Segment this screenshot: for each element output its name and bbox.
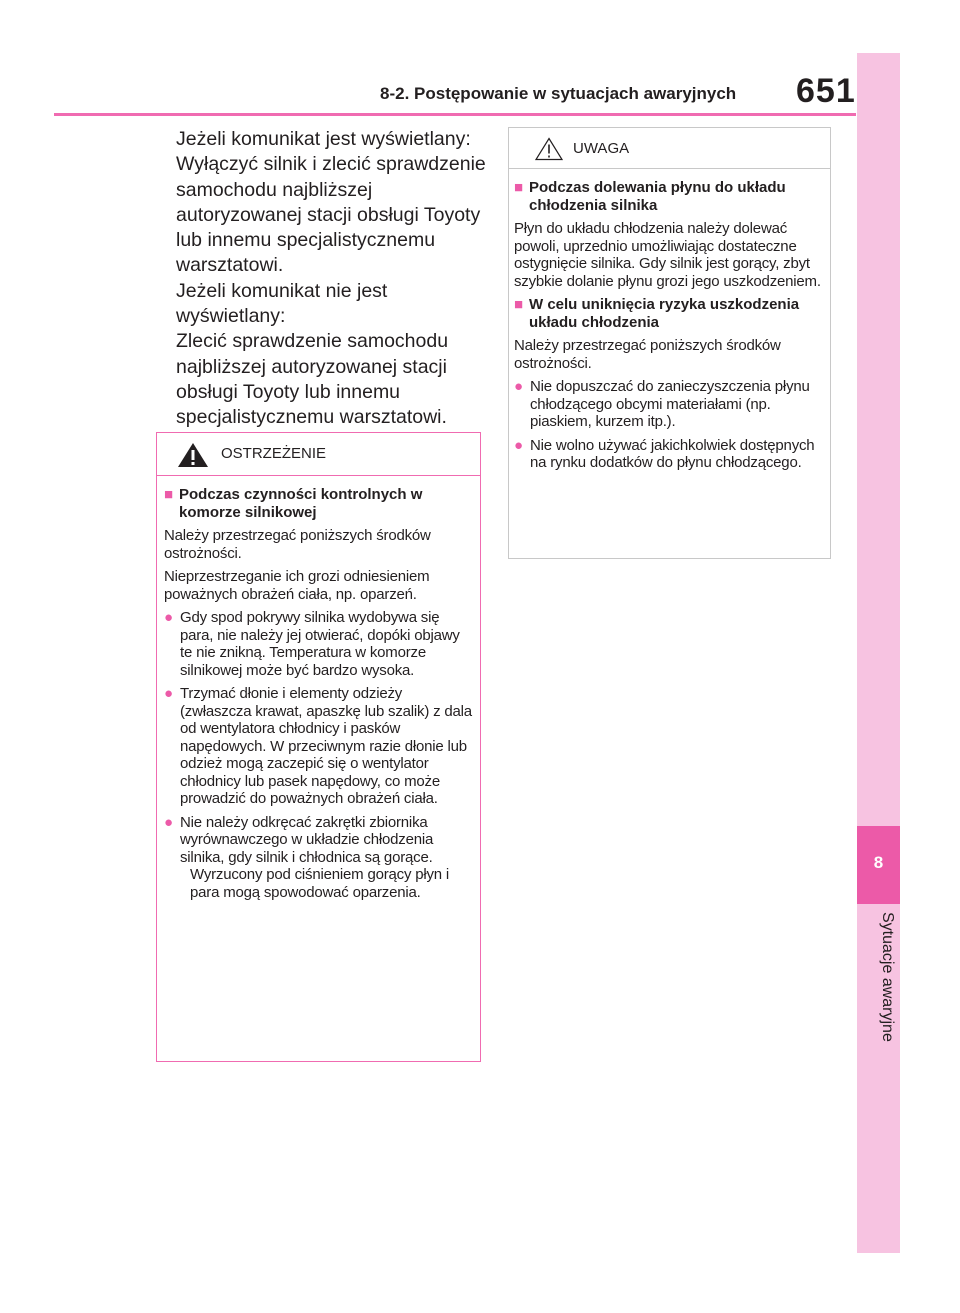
warning-para-2: Nieprzestrzeganie ich grozi odniesieniem poważnych obrażeń ciała, np. oparzeń.	[164, 568, 430, 603]
list-item-content	[180, 814, 473, 902]
caution-triangle-icon	[535, 137, 563, 161]
notice-para-2: Należy przestrzegać poniższych środków ostrożności.	[514, 337, 781, 372]
warning-heading-text: Podczas czynności kontrolnych w komorze silnikowej	[179, 486, 423, 521]
intro-action-not-shown: Zlecić sprawdzenie samochodu najbliższej autoryzowanej stacji obsługi Toyoty lub innemu specjalistycznemu warsztatowi.	[176, 330, 449, 429]
chapter-label: Sytuacje awaryjne	[879, 912, 896, 1042]
intro-text	[176, 127, 496, 431]
header-divider	[54, 113, 856, 116]
notice-para-1: Płyn do układu chłodzenia należy dolewać powoli, uprzednio umożliwiając dostateczne ostygnięcie silnika. Gdy silnik jest gorący, zbyt szybkie dolanie płynu grozi jego uszkodzeniem.	[514, 220, 821, 290]
intro-condition-shown: Jeżeli komunikat jest wyświetlany:	[176, 128, 471, 150]
list-item-text: Gdy spod pokrywy silnika wydobywa się para, nie należy jej otwierać, dopóki objawy te nie znikną. Temperatura w komorze silnikowej może być bardzo wysoka.	[180, 609, 460, 679]
list-item	[514, 378, 825, 431]
warning-heading	[164, 486, 473, 521]
square-bullet-icon: ■	[514, 296, 524, 313]
intro-action-shown: Wyłączyć silnik i zlecić sprawdzenie samochodu najbliższej autoryzowanej stacji obsługi Toyoty lub innemu specjalistycznemu warsztatowi.	[176, 153, 486, 277]
list-item-note: Wyrzucony pod ciśnieniem gorący płyn i para mogą spowodować oparzenia.	[190, 866, 450, 901]
list-item	[164, 685, 473, 808]
notice-heading-text: W celu uniknięcia ryzyka uszkodzenia układu chłodzenia	[529, 296, 800, 331]
notice-heading-1	[514, 179, 825, 214]
page-number: 651	[796, 72, 856, 110]
notice-heading-text: Podczas dolewania płynu do układu chłodzenia silnika	[529, 179, 786, 214]
square-bullet-icon: ■	[164, 486, 174, 503]
list-item	[164, 609, 473, 679]
notice-box-title: UWAGA	[573, 140, 630, 157]
list-item-text: Nie wolno używać jakichkolwiek dostępnych na rynku dodatków do płynu chłodzącego.	[530, 436, 815, 471]
list-item	[514, 437, 825, 472]
intro-condition-not-shown: Jeżeli komunikat nie jest wyświetlany:	[176, 279, 388, 328]
warning-box-header	[157, 433, 480, 476]
circle-bullet-icon: ●	[514, 378, 524, 395]
square-bullet-icon: ■	[514, 179, 524, 196]
notice-box-header	[509, 128, 830, 169]
notice-heading-2	[514, 296, 825, 331]
warning-triangle-icon	[177, 442, 209, 468]
chapter-number: 8	[873, 853, 884, 872]
list-item-text: Nie należy odkręcać zakrętki zbiornika wyrównawczego w układzie chłodzenia silnika, gdy silnik i chłodnica są gorące.	[180, 813, 434, 866]
notice-box	[508, 127, 831, 559]
circle-bullet-icon: ●	[164, 609, 174, 626]
list-item-text: Trzymać dłonie i elementy odzieży (zwłaszcza krawat, apaszkę lub szalik) z dala od wentylatora chłodnicy i pasków napędowych. W przeciwnym razie dłonie lub odzież mogą zaczepić się o wentylator chłodnicy lub pasek napędowy, co może prowadzić do poważnych obrażeń ciała.	[180, 685, 472, 807]
circle-bullet-icon: ●	[514, 436, 524, 454]
warning-para-1: Należy przestrzegać poniższych środków ostrożności.	[164, 527, 431, 562]
circle-bullet-icon: ●	[164, 685, 174, 702]
circle-bullet-icon: ●	[164, 813, 174, 831]
section-title: 8-2. Postępowanie w sytuacjach awaryjnych	[380, 84, 737, 103]
list-item-text: Nie dopuszczać do zanieczyszczenia płynu chłodzącego obcymi materiałami (np. piaskiem, kurzem itp.).	[530, 378, 810, 430]
list-item	[164, 814, 473, 902]
chapter-side-tab	[857, 53, 900, 1253]
warning-box	[156, 432, 481, 1062]
warning-box-title: OSTRZEŻENIE	[221, 445, 327, 462]
